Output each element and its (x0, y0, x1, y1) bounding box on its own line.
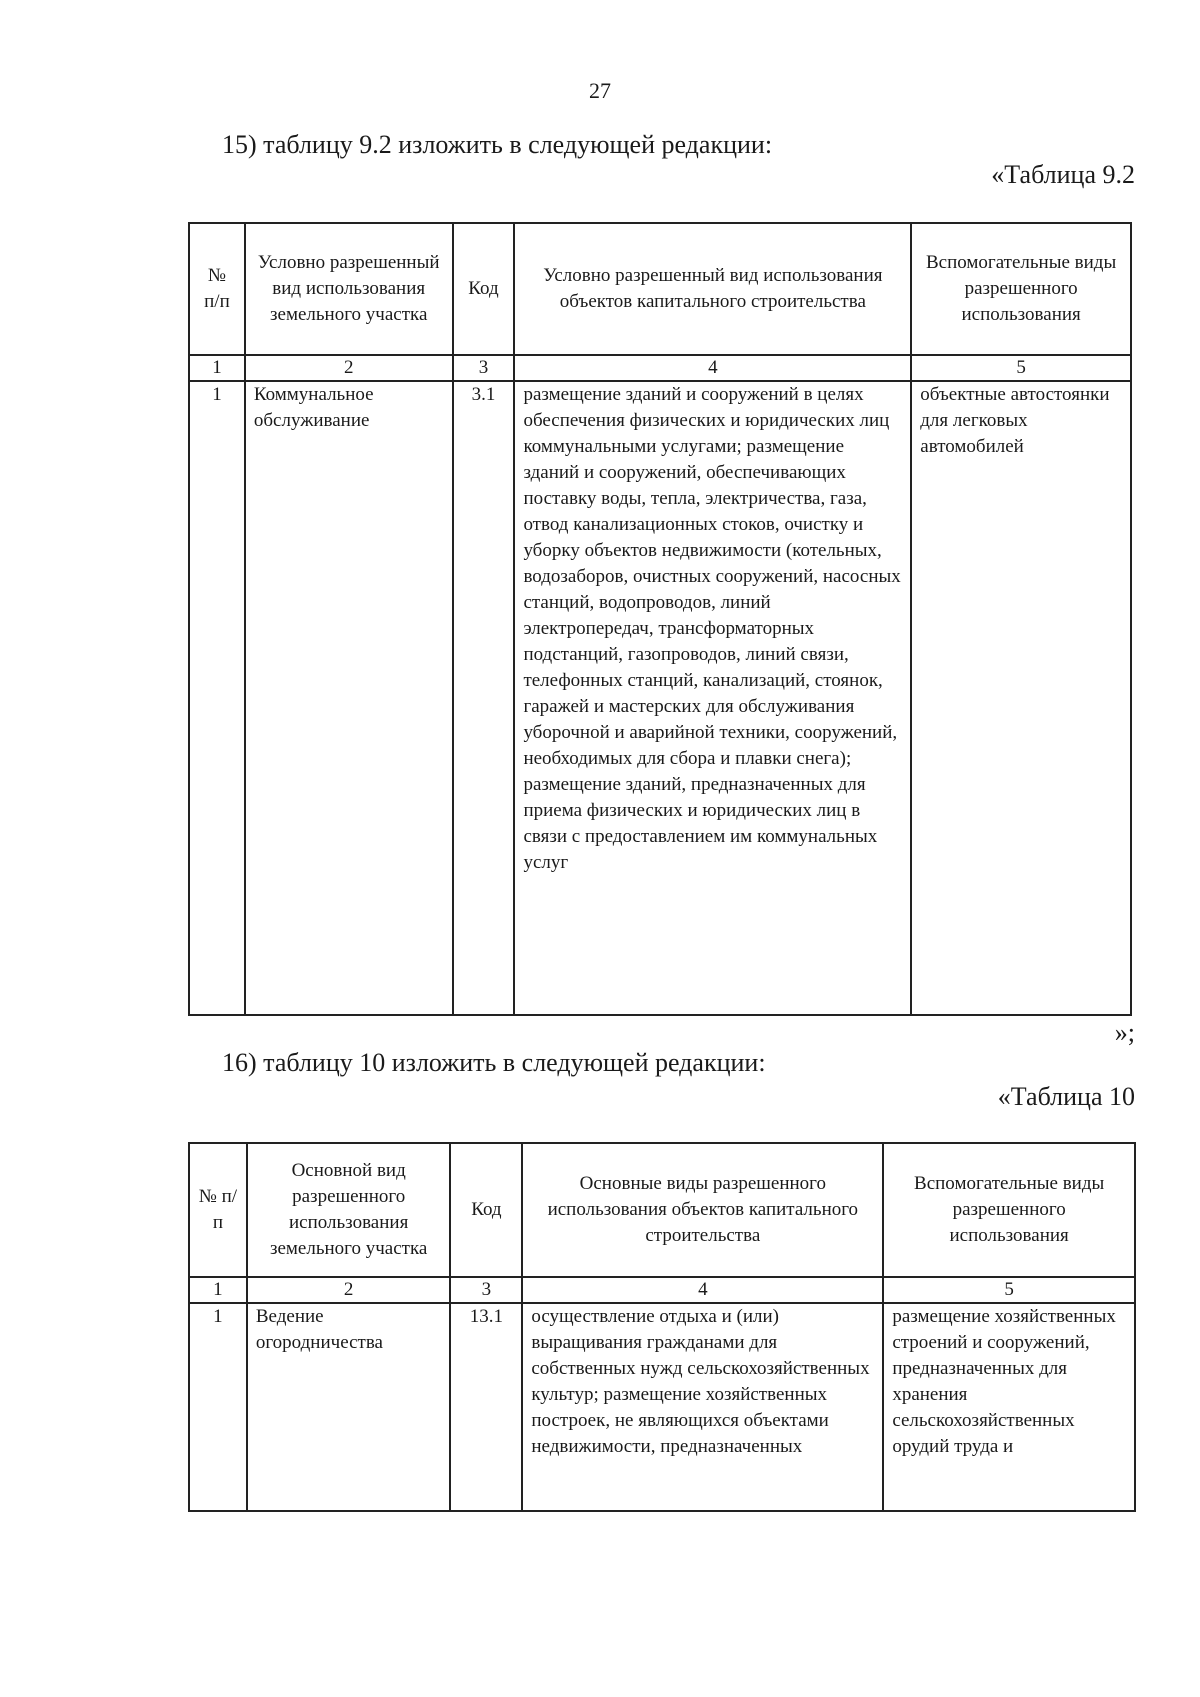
land-use-cell: Коммунальное обслуживание (245, 381, 453, 1015)
description-cell: размещение зданий и сооружений в целях обеспечения физических и юридических лиц коммунальными услугами; размещение зданий и сооружений, обеспечивающих поставку воды, тепла, электричества, газа, отвод канализационных стоков, очистку и уборку объектов недвижимости (котельных, водозаборов, очистных сооружений, насосных станций, водопроводов, линий электропередач, трансформаторных подстанций, газопроводов, линий связи, телефонных станций, канализаций, стоянок, гаражей и мастерских для обслуживания уборочной и аварийной техники, сооружений, необходимых для сбора и плавки снега); размещение зданий, предназначенных для приема физических и юридических лиц в связи с предоставлением им коммунальных услуг (514, 381, 911, 1015)
table-10-caption: «Таблица 10 (997, 1082, 1135, 1111)
table-header-row (189, 223, 1131, 355)
column-number: 1 (189, 355, 245, 381)
land-use-cell: Ведение огородничества (247, 1303, 451, 1511)
description-cell: осуществление отдыха и (или) выращивания гражданами для собственных нужд сельскохозяйственных культур; размещение хозяйственных построек, не являющихся объектами недвижимости, предназначенных (522, 1303, 883, 1511)
table-header-row (189, 1143, 1135, 1277)
header-cell: Условно разрешенный вид использования земельного участка (245, 223, 453, 355)
table-9-2 (188, 222, 1132, 1016)
code-cell: 3.1 (453, 381, 515, 1015)
header-cell: Вспомогательные виды разрешенного использования (883, 1143, 1135, 1277)
column-number: 2 (245, 355, 453, 381)
header-cell: Основной вид разрешенного использования земельного участка (247, 1143, 451, 1277)
section-16-heading: 16) таблицу 10 изложить в следующей редакции: (222, 1048, 766, 1077)
column-number: 3 (453, 355, 515, 381)
table-row (189, 1303, 1135, 1511)
header-cell: Вспомогательные виды разрешенного использования (911, 223, 1131, 355)
column-number-row (189, 1277, 1135, 1303)
column-number: 3 (450, 1277, 522, 1303)
column-number: 5 (883, 1277, 1135, 1303)
header-cell: № п/п (189, 1143, 247, 1277)
header-cell: Основные виды разрешенного использования объектов капитального строительства (522, 1143, 883, 1277)
table-9-2-closing: »; (1114, 1018, 1135, 1047)
header-cell: № п/п (189, 223, 245, 355)
table-10 (188, 1142, 1136, 1512)
auxiliary-cell: размещение хозяйственных строений и сооружений, предназначенных для хранения сельскохозяйственных орудий труда и (883, 1303, 1135, 1511)
row-number: 1 (189, 1303, 247, 1511)
code-cell: 13.1 (450, 1303, 522, 1511)
column-number-row (189, 355, 1131, 381)
header-cell: Код (453, 223, 515, 355)
row-number: 1 (189, 381, 245, 1015)
page-number: 27 (589, 78, 611, 103)
column-number: 5 (911, 355, 1131, 381)
table-row (189, 381, 1131, 1015)
section-15-heading: 15) таблицу 9.2 изложить в следующей редакции: (222, 130, 773, 159)
column-number: 4 (522, 1277, 883, 1303)
header-cell: Условно разрешенный вид использования объектов капитального строительства (514, 223, 911, 355)
column-number: 2 (247, 1277, 451, 1303)
table-9-2-caption: «Таблица 9.2 (991, 160, 1135, 189)
column-number: 4 (514, 355, 911, 381)
column-number: 1 (189, 1277, 247, 1303)
header-cell: Код (450, 1143, 522, 1277)
auxiliary-cell: объектные автостоянки для легковых автомобилей (911, 381, 1131, 1015)
